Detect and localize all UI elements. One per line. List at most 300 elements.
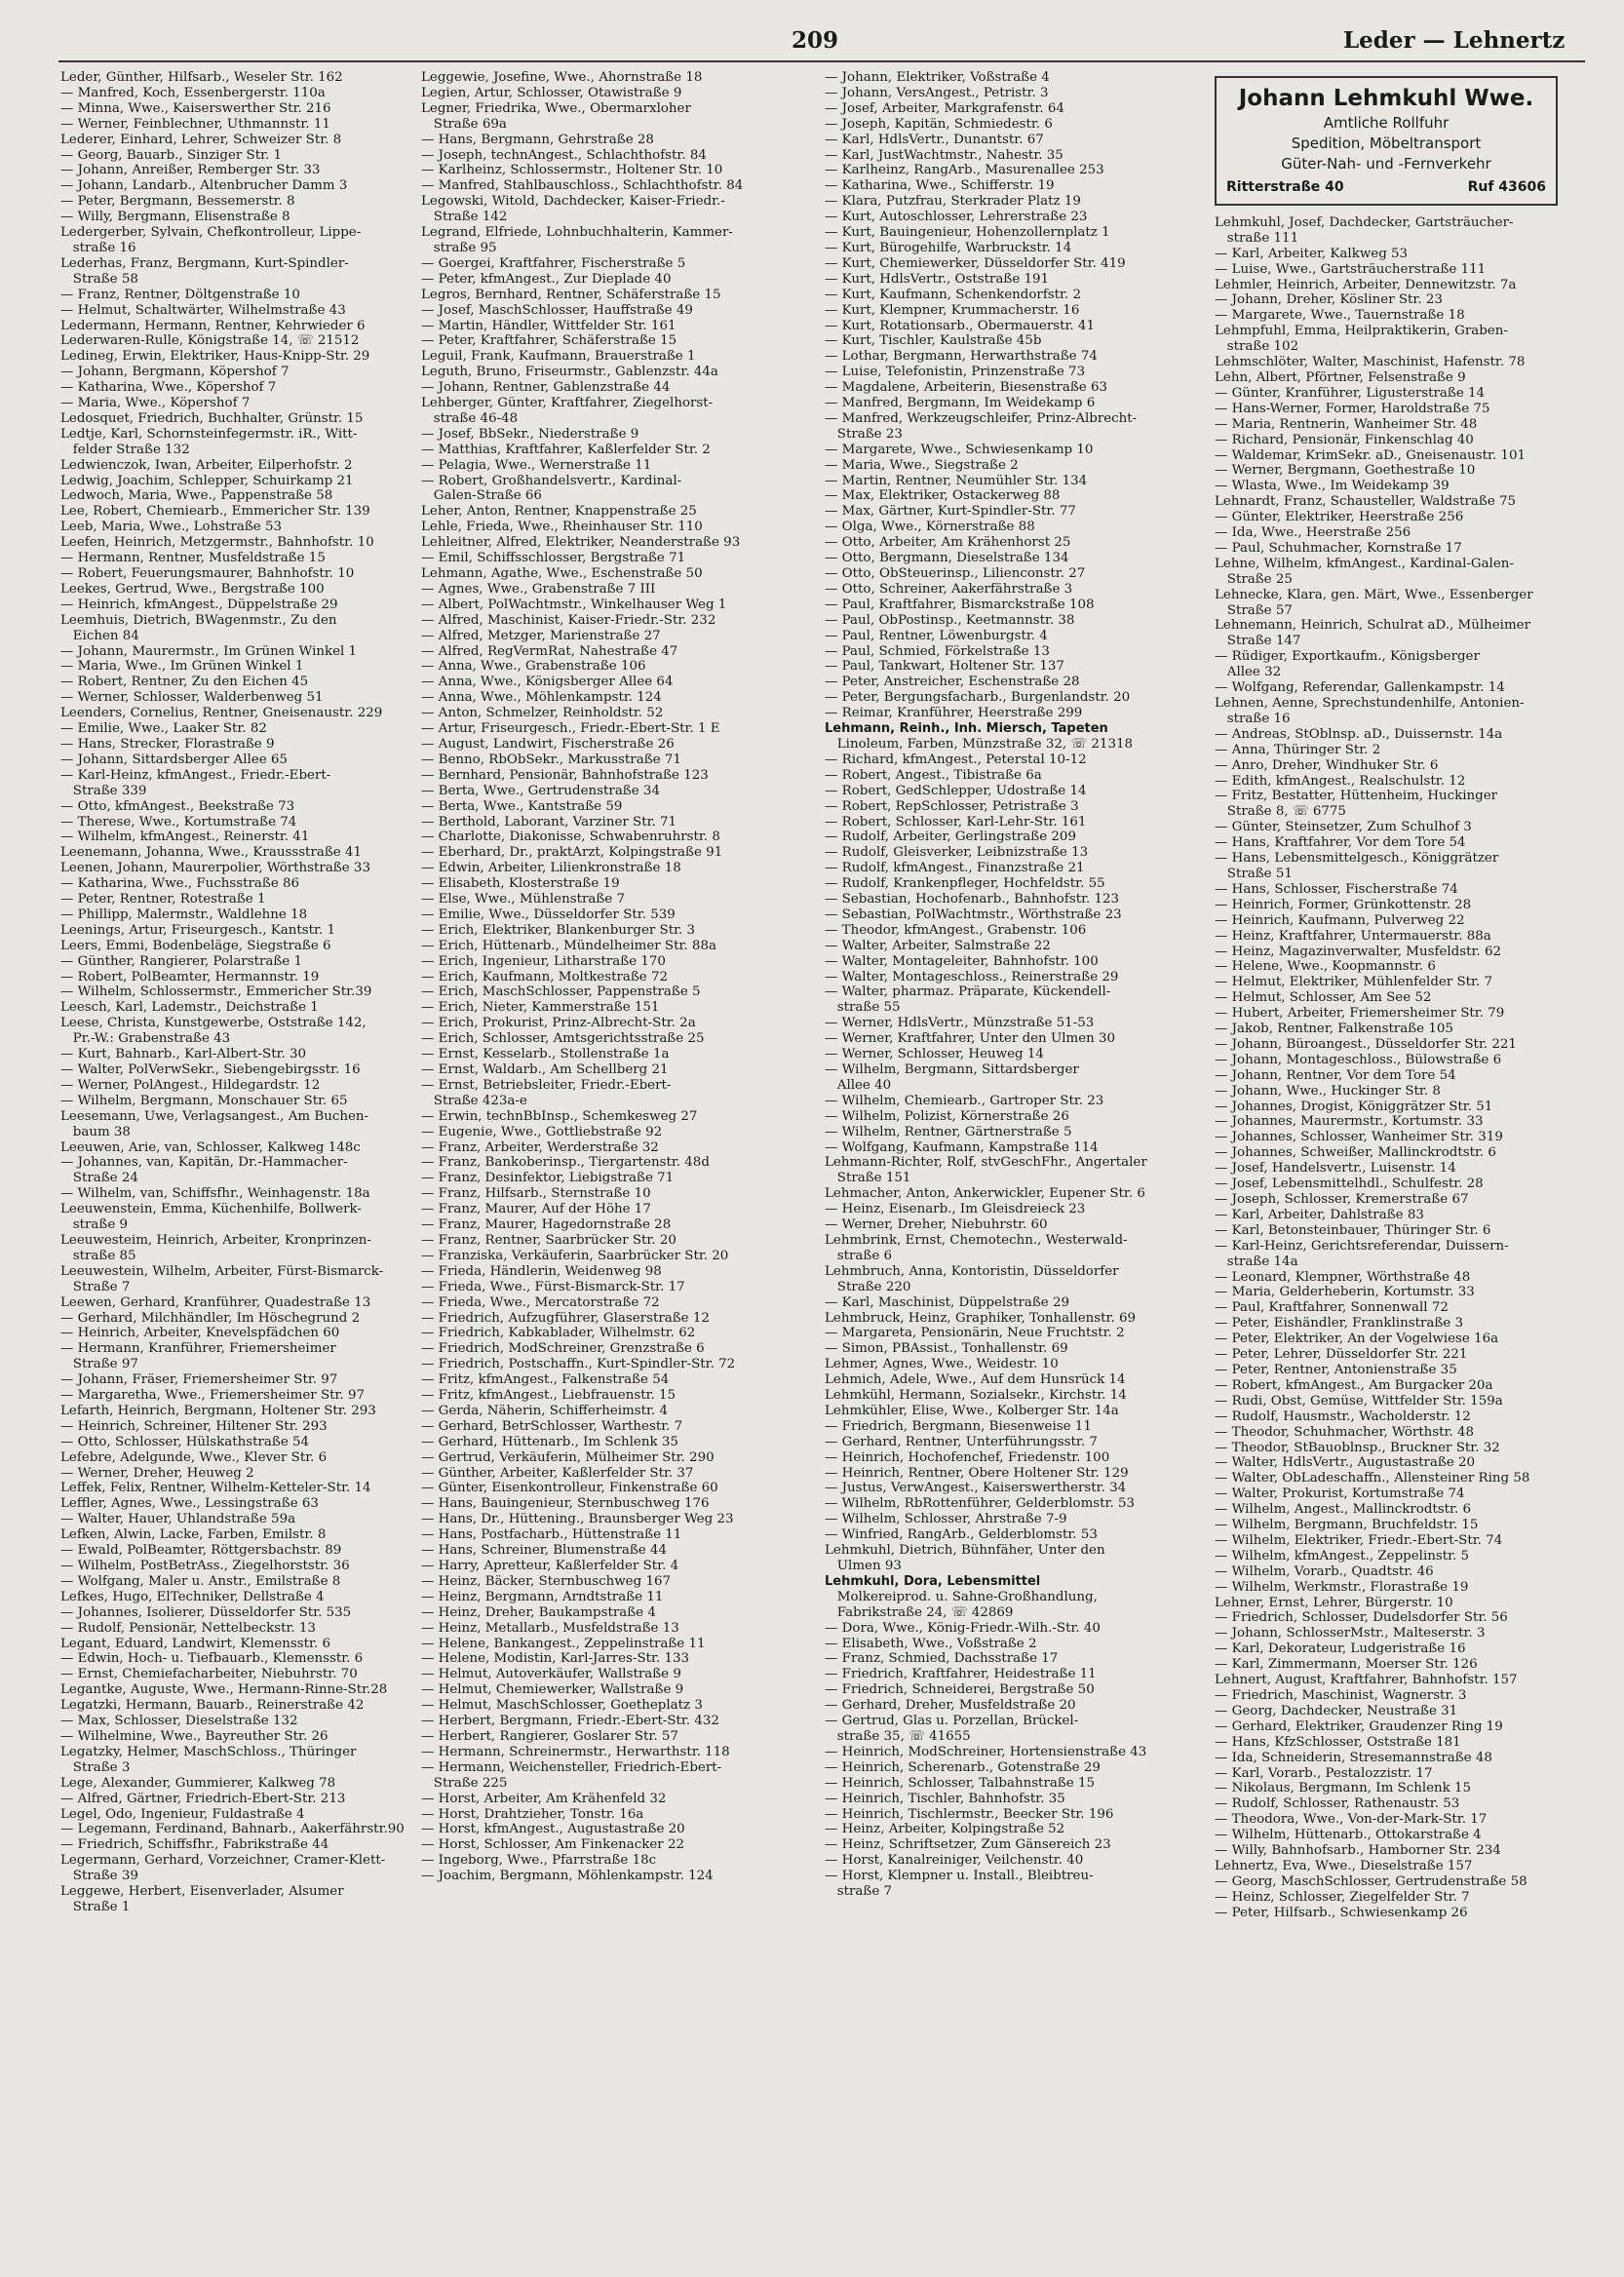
- directory-entry: Ledosquet, Friedrich, Buchhalter, Grünstr. 15: [60, 410, 364, 426]
- directory-entry: — Horst, Arbeiter, Am Krähenfeld 32: [421, 1791, 667, 1806]
- directory-entry: Lehberger, Günter, Kraftfahrer, Ziegelhorst-: [421, 396, 714, 411]
- directory-entry: Straße 7: [60, 1279, 131, 1294]
- directory-entry: — Robert, Angest., Tibistraße 6a: [825, 767, 1042, 783]
- directory-entry: Leefen, Heinrich, Metzgermstr., Bahnhofstr. 10: [60, 535, 374, 551]
- directory-entry: Leher, Anton, Rentner, Knappenstraße 25: [421, 504, 697, 520]
- directory-entry: — Robert, Feuerungsmaurer, Bahnhofstr. 10: [60, 566, 355, 581]
- directory-entry: — August, Landwirt, Fischerstraße 26: [421, 736, 675, 752]
- directory-entry: Straße 69a: [421, 116, 507, 132]
- directory-entry: Lefken, Alwin, Lacke, Farben, Emilstr. 8: [60, 1527, 327, 1543]
- directory-entry: — Horst, Schlosser, Am Finkenacker 22: [421, 1837, 685, 1853]
- directory-entry: — Werner, PolAngest., Hildegardstr. 12: [60, 1077, 321, 1093]
- directory-entry: — Sebastian, PolWachtmstr., Wörthstraße 23: [825, 907, 1122, 922]
- directory-entry: — Otto, Schreiner, Aakerfährstraße 3: [825, 581, 1073, 597]
- directory-entry: straße 46-48: [421, 410, 519, 426]
- directory-entry: Legant, Eduard, Landwirt, Klemensstr. 6: [60, 1636, 330, 1651]
- directory-entry: — Franz, Maurer, Auf der Höhe 17: [421, 1202, 651, 1217]
- directory-entry: — Johann, Bergmann, Köpershof 7: [60, 365, 290, 380]
- directory-entry: — Emilie, Wwe., Laaker Str. 82: [60, 721, 267, 737]
- directory-entry: — Franz, Rentner, Döltgenstraße 10: [60, 287, 300, 302]
- directory-entry: — Kurt, Autoschlosser, Lehrerstraße 23: [825, 210, 1088, 225]
- directory-entry: Legien, Artur, Schlosser, Otawistraße 9: [421, 85, 682, 100]
- directory-entry: — Maria, Rentnerin, Wanheimer Str. 48: [1215, 416, 1478, 432]
- directory-entry: Molkereiprod. u. Sahne-Großhandlung,: [825, 1589, 1098, 1604]
- directory-entry: — Wilhelm, RbRottenführer, Gelderblomstr. 53: [825, 1496, 1136, 1512]
- directory-entry: — Reimar, Kranführer, Heerstraße 299: [825, 706, 1083, 721]
- directory-entry: — Josef, Handelsvertr., Luisenstr. 14: [1215, 1161, 1456, 1177]
- directory-entry: — Heinrich, Hochofenchef, Friedenstr. 100: [825, 1449, 1110, 1465]
- directory-entry: Lehmann, Agathe, Wwe., Eschenstraße 50: [421, 566, 703, 581]
- directory-entry: — Sebastian, Hochofenarb., Bahnhofstr. 123: [825, 892, 1120, 907]
- directory-entry: — Walter, Prokurist, Kortumstraße 74: [1215, 1486, 1465, 1502]
- directory-entry: — Heinz, Schriftsetzer, Zum Gänsereich 23: [825, 1837, 1111, 1853]
- directory-entry: — Emil, Schiffsschlosser, Bergstraße 71: [421, 551, 686, 566]
- directory-entry: — Johann, Dreher, Kösliner Str. 23: [1215, 292, 1443, 308]
- directory-entry: Legner, Friedrika, Wwe., Obermarxloher: [421, 100, 691, 116]
- directory-entry: — Gertrud, Verkäuferin, Mülheimer Str. 290: [421, 1449, 715, 1465]
- directory-entry: — Fritz, kfmAngest., Falkenstraße 54: [421, 1372, 670, 1388]
- directory-entry: Leenemann, Johanna, Wwe., Kraussstraße 41: [60, 845, 362, 861]
- directory-entry: — Edwin, Arbeiter, Lilienkronstraße 18: [421, 861, 681, 876]
- directory-entry: — Walter, Hauer, Uhlandstraße 59a: [60, 1512, 296, 1527]
- directory-entry: — Joseph, Kapitän, Schmiedestr. 6: [825, 116, 1053, 132]
- directory-entry: — Margaretha, Wwe., Friemersheimer Str. 97: [60, 1388, 365, 1404]
- directory-entry: — Johann, Elektriker, Voßstraße 4: [825, 70, 1050, 85]
- directory-entry: straße 111: [1215, 230, 1299, 246]
- directory-entry: — Frieda, Wwe., Fürst-Bismarck-Str. 17: [421, 1279, 685, 1294]
- directory-entry: — Phillipp, Malermstr., Waldlehne 18: [60, 907, 308, 922]
- directory-entry: — Berta, Wwe., Gertrudenstraße 34: [421, 783, 660, 798]
- directory-entry: — Margareta, Pensionärin, Neue Fruchtstr. 2: [825, 1326, 1125, 1341]
- directory-entry: — Leonard, Klempner, Wörthstraße 48: [1215, 1269, 1471, 1285]
- directory-entry: — Alfred, RegVermRat, Nahestraße 47: [421, 643, 678, 659]
- directory-entry: — Jakob, Rentner, Falkenstraße 105: [1215, 1022, 1453, 1037]
- directory-entry: — Anna, Wwe., Möhlenkampstr. 124: [421, 690, 662, 706]
- directory-entry: Ledineg, Erwin, Elektriker, Haus-Knipp-Str. 29: [60, 349, 370, 365]
- directory-entry: — Theodor, StBauoblnsp., Bruckner Str. 32: [1215, 1440, 1500, 1455]
- directory-entry: — Franz, Bankoberinsp., Tiergartenstr. 48d: [421, 1155, 710, 1171]
- directory-entry: — Peter, Lehrer, Düsseldorfer Str. 221: [1215, 1347, 1468, 1363]
- directory-entry: — Johann, Fräser, Friemersheimer Str. 97: [60, 1372, 338, 1388]
- directory-entry: — Georg, MaschSchlosser, Gertrudenstraße 58: [1215, 1873, 1527, 1889]
- directory-entry: — Paul, Schmied, Förkelstraße 13: [825, 643, 1050, 659]
- directory-entry: Ledermann, Hermann, Rentner, Kehrwieder 6: [60, 318, 366, 333]
- directory-entry: — Friedrich, Schlosser, Dudelsdorfer Str. 56: [1215, 1610, 1508, 1626]
- directory-entry: Pr.-W.: Grabenstraße 43: [60, 1031, 231, 1047]
- directory-entry: — Wilhelm, Bergmann, Bruchfeldstr. 15: [1215, 1518, 1479, 1533]
- directory-entry: — Fritz, kfmAngest., Liebfrauenstr. 15: [421, 1388, 677, 1404]
- directory-entry: — Josef, MaschSchlosser, Hauffstraße 49: [421, 302, 693, 318]
- running-head: Leder — Lehnertz: [1343, 27, 1566, 54]
- directory-entry: — Olga, Wwe., Körnerstraße 88: [825, 520, 1035, 535]
- directory-entry: — Georg, Dachdecker, Neustraße 31: [1215, 1703, 1458, 1718]
- directory-entry: — Otto, Schlosser, Hülskathstraße 54: [60, 1434, 310, 1449]
- directory-entry: — Werner, Dreher, Heuweg 2: [60, 1465, 254, 1481]
- directory-entry: — Walter, PolVerwSekr., Siebengebirgsstr. 16: [60, 1062, 361, 1077]
- directory-entry: — Johannes, Schlosser, Wanheimer Str. 319: [1215, 1130, 1503, 1145]
- directory-entry: — Karl, JustWachtmstr., Nahestr. 35: [825, 147, 1063, 163]
- directory-entry: — Werner, Schlosser, Heuweg 14: [825, 1047, 1044, 1062]
- directory-entry: — Willy, Bahnhofsarb., Hamborner Str. 234: [1215, 1843, 1501, 1859]
- directory-entry: — Ernst, Kesselarb., Stollenstraße 1a: [421, 1047, 670, 1062]
- directory-entry: — Heinz, Bergmann, Arndtstraße 11: [421, 1589, 664, 1604]
- directory-entry: Lehmbruck, Heinz, Graphiker, Tonhallenstr. 69: [825, 1310, 1137, 1326]
- directory-entry: Straße 51: [1215, 866, 1293, 881]
- directory-entry: Leers, Emmi, Bodenbeläge, Siegstraße 6: [60, 938, 331, 953]
- directory-entry: — Franz, Arbeiter, Werderstraße 32: [421, 1139, 659, 1155]
- directory-entry: — Robert, kfmAngest., Am Burgacker 20a: [1215, 1377, 1493, 1393]
- directory-entry: — Martin, Händler, Wittfelder Str. 161: [421, 318, 677, 333]
- directory-entry: — Kurt, Tischler, Kaulstraße 45b: [825, 333, 1042, 349]
- directory-entry: — Heinz, Metallarb., Musfeldstraße 13: [421, 1620, 679, 1636]
- directory-entry: — Anna, Wwe., Grabenstraße 106: [421, 659, 646, 675]
- directory-entry: — Katharina, Wwe., Schifferstr. 19: [825, 178, 1055, 194]
- directory-entry: — Paul, Tankwart, Holtener Str. 137: [825, 659, 1064, 675]
- directory-entry: — Karlheinz, RangArb., Masurenallee 253: [825, 163, 1104, 178]
- directory-entry: — Kurt, HdlsVertr., Oststraße 191: [825, 271, 1050, 287]
- directory-entry: — Simon, PBAssist., Tonhallenstr. 69: [825, 1341, 1068, 1357]
- directory-entry: — Wilhelm, Hüttenarb., Ottokarstraße 4: [1215, 1828, 1482, 1843]
- directory-entry: — Walter, pharmaz. Präparate, Kückendell-: [825, 984, 1111, 1000]
- directory-entry: Eichen 84: [60, 628, 139, 643]
- directory-entry: — Gerhard, Rentner, Unterführungsstr. 7: [825, 1434, 1098, 1449]
- directory-entry: — Erich, Ingenieur, Litharstraße 170: [421, 953, 666, 969]
- directory-entry: — Heinz, Dreher, Baukampstraße 4: [421, 1604, 656, 1620]
- directory-entry: Leeuwesteim, Heinrich, Arbeiter, Kronprinzen-: [60, 1232, 371, 1248]
- directory-entry: — Kurt, Bahnarb., Karl-Albert-Str. 30: [60, 1047, 307, 1062]
- directory-entry: — Karl, HdlsVertr., Dunantstr. 67: [825, 132, 1044, 147]
- directory-entry: — Joachim, Bergmann, Möhlenkampstr. 124: [421, 1869, 714, 1884]
- column-4: [1215, 70, 1566, 1921]
- directory-entry: Lege, Alexander, Gummierer, Kalkweg 78: [60, 1775, 336, 1791]
- directory-entry: — Heinrich, ModSchreiner, Hortensienstraße 43: [825, 1744, 1147, 1759]
- directory-entry: — Heinrich, Tischler, Bahnhofstr. 35: [825, 1791, 1065, 1806]
- directory-entry: — Walter, Montageleiter, Bahnhofstr. 100: [825, 953, 1099, 969]
- directory-entry: — Ernst, Chemiefacharbeiter, Niebuhrstr. 70: [60, 1667, 358, 1682]
- directory-entry: — Minna, Wwe., Kaiserswerther Str. 216: [60, 100, 331, 116]
- directory-entry: — Hans, KfzSchlosser, Oststraße 181: [1215, 1734, 1461, 1750]
- advertisement-box: [1215, 76, 1558, 206]
- directory-entry: — Karl, Arbeiter, Kalkweg 53: [1215, 246, 1409, 261]
- directory-entry: — Wilhelm, Chemiearb., Gartroper Str. 23: [825, 1093, 1104, 1108]
- directory-entry: — Otto, kfmAngest., Beekstraße 73: [60, 798, 295, 814]
- directory-entry: — Hans, Strecker, Florastraße 9: [60, 736, 275, 752]
- directory-entry: — Günter, Kranführer, Ligusterstraße 14: [1215, 385, 1486, 401]
- directory-entry: — Josef, Arbeiter, Markgrafenstr. 64: [825, 100, 1064, 116]
- directory-entry: Galen-Straße 66: [421, 488, 542, 504]
- directory-entry: Lehmich, Adele, Wwe., Auf dem Hunsrück 14: [825, 1372, 1126, 1388]
- directory-entry: — Johannes, Maurermstr., Kortumstr. 33: [1215, 1114, 1484, 1130]
- directory-entry: — Anro, Dreher, Windhuker Str. 6: [1215, 757, 1439, 773]
- directory-entry: Legermann, Gerhard, Vorzeichner, Cramer-Klett-: [60, 1853, 386, 1869]
- directory-entry: — Manfred, Koch, Essenbergerstr. 110a: [60, 85, 326, 100]
- directory-entry: — Maria, Gelderheberin, Kortumstr. 33: [1215, 1285, 1475, 1300]
- directory-entry: — Robert, GedSchlepper, Udostraße 14: [825, 783, 1087, 798]
- directory-entry: — Erich, Nieter, Kammerstraße 151: [421, 1000, 660, 1016]
- directory-entry: — Werner, Dreher, Niebuhrstr. 60: [825, 1217, 1048, 1233]
- directory-entry: — Wilhelm, kfmAngest., Reinerstr. 41: [60, 830, 310, 845]
- directory-entry: Legros, Bernhard, Rentner, Schäferstraße 15: [421, 287, 721, 302]
- directory-entry: — Wilhelm, Werkmstr., Florastraße 19: [1215, 1579, 1469, 1595]
- directory-entry: — Ernst, Waldarb., Am Schellberg 21: [421, 1062, 669, 1077]
- directory-entry: Straße 423a-e: [421, 1093, 527, 1108]
- directory-entry: — Wolfgang, Referendar, Gallenkampstr. 14: [1215, 680, 1505, 696]
- directory-entry: — Johannes, van, Kapitän, Dr.-Hammacher-: [60, 1155, 348, 1171]
- directory-entry: — Robert, PolBeamter, Hermannstr. 19: [60, 969, 320, 984]
- directory-entry: — Luise, Wwe., Gartsträucherstraße 111: [1215, 261, 1487, 277]
- directory-entry: Leese, Christa, Kunstgewerbe, Oststraße 142,: [60, 1016, 367, 1031]
- directory-entry: — Johann, Rentner, Gablenzstraße 44: [421, 380, 671, 396]
- directory-entry: — Anna, Wwe., Königsberger Allee 64: [421, 675, 674, 690]
- directory-entry: — Hans, Kraftfahrer, Vor dem Tore 54: [1215, 835, 1466, 851]
- column-3: [825, 70, 1176, 1900]
- directory-entry: — Joseph, technAngest., Schlachthofstr. 84: [421, 147, 707, 163]
- directory-entry: — Hubert, Arbeiter, Friemersheimer Str. 79: [1215, 1006, 1505, 1022]
- directory-entry: — Wolfgang, Maler u. Anstr., Emilstraße 8: [60, 1573, 341, 1589]
- directory-entry: — Josef, Lebensmittelhdl., Schulfestr. 28: [1215, 1177, 1484, 1192]
- directory-entry: — Kurt, Chemiewerker, Düsseldorfer Str. 419: [825, 255, 1126, 271]
- directory-entry: — Heinrich, Arbeiter, Knevelspfädchen 60: [60, 1326, 340, 1341]
- directory-entry: Lehnen, Aenne, Sprechstundenhilfe, Antonien-: [1215, 696, 1525, 711]
- directory-entry: — Wilhelm, Vorarb., Quadtstr. 46: [1215, 1563, 1434, 1579]
- directory-entry: — Nikolaus, Bergmann, Im Schlenk 15: [1215, 1781, 1472, 1796]
- directory-entry: — Friedrich, Schneiderei, Bergstraße 50: [825, 1682, 1095, 1698]
- directory-entry: Lee, Robert, Chemiearb., Emmericher Str. 139: [60, 504, 370, 520]
- directory-entry: — Peter, Kraftfahrer, Schäferstraße 15: [421, 333, 677, 349]
- directory-entry: — Otto, Bergmann, Dieselstraße 134: [825, 551, 1069, 566]
- directory-entry: straße 55: [825, 1000, 901, 1016]
- directory-entry: — Gerhard, BetrSchlosser, Warthestr. 7: [421, 1418, 683, 1434]
- directory-entry: straße 85: [60, 1248, 136, 1263]
- directory-entry: — Heinrich, Rentner, Obere Holtener Str. 129: [825, 1465, 1129, 1481]
- directory-entry: — Wilhelm, Polizist, Körnerstraße 26: [825, 1108, 1069, 1124]
- directory-entry: Lefkes, Hugo, ElTechniker, Dellstraße 4: [60, 1589, 325, 1604]
- directory-entry: Lehmer, Agnes, Wwe., Weidestr. 10: [825, 1357, 1059, 1372]
- directory-entry: — Hermann, Schreinermstr., Herwarthstr. 118: [421, 1744, 730, 1759]
- directory-entry: straße 9: [60, 1217, 129, 1233]
- directory-entry: — Wilhelmine, Wwe., Bayreuther Str. 26: [60, 1728, 329, 1744]
- directory-entry: — Johann, Sittardsberger Allee 65: [60, 752, 288, 767]
- directory-entry: — Rudolf, Arbeiter, Gerlingstraße 209: [825, 830, 1076, 845]
- directory-entry: Leeuwen, Arie, van, Schlosser, Kalkweg 148c: [60, 1139, 361, 1155]
- directory-entry: — Hans, Schreiner, Blumenstraße 44: [421, 1543, 668, 1559]
- directory-entry: — Martin, Rentner, Neumühler Str. 134: [825, 473, 1088, 488]
- directory-entry: Lehne, Wilhelm, kfmAngest., Kardinal-Galen-: [1215, 556, 1514, 571]
- directory-entry: — Josef, BbSekr., Niederstraße 9: [421, 426, 639, 442]
- directory-entry: — Hans, Schlosser, Fischerstraße 74: [1215, 881, 1458, 897]
- directory-entry: — Peter, Rentner, Antonienstraße 35: [1215, 1362, 1457, 1377]
- directory-entry: Leggewe, Herbert, Eisenverlader, Alsumer: [60, 1884, 344, 1900]
- directory-entry: — Robert, Schlosser, Karl-Lehr-Str. 161: [825, 814, 1087, 830]
- directory-entry: — Karl-Heinz, kfmAngest., Friedr.-Ebert-: [60, 767, 331, 783]
- directory-entry: — Gerhard, Elektriker, Graudenzer Ring 19: [1215, 1718, 1503, 1734]
- directory-entry: — Heinz, Eisenarb., Im Gleisdreieck 23: [825, 1202, 1086, 1217]
- directory-entry: — Gerda, Näherin, Schifferheimstr. 4: [421, 1403, 668, 1418]
- directory-entry: Lefebre, Adelgunde, Wwe., Klever Str. 6: [60, 1449, 328, 1465]
- directory-entry: Lefarth, Heinrich, Bergmann, Holtener Str. 293: [60, 1403, 376, 1418]
- directory-entry: — Theodora, Wwe., Von-der-Mark-Str. 17: [1215, 1812, 1488, 1828]
- directory-entry: Leemhuis, Dietrich, BWagenmstr., Zu den: [60, 612, 337, 628]
- directory-entry: Lehmann, Reinh., Inh. Miersch, Tapeten: [825, 721, 1108, 737]
- directory-entry: — Berta, Wwe., Kantstraße 59: [421, 798, 623, 814]
- directory-entry: — Friedrich, ModSchreiner, Grenzstraße 6: [421, 1341, 705, 1357]
- directory-entry: Leenings, Artur, Friseurgesch., Kantstr. 1: [60, 922, 336, 938]
- directory-entry: Straße 57: [1215, 602, 1293, 618]
- directory-entry: — Legemann, Ferdinand, Bahnarb., Aakerfährstr.90: [60, 1822, 405, 1837]
- directory-entry: Leggewie, Josefine, Wwe., Ahornstraße 18: [421, 70, 703, 85]
- directory-entry: — Werner, Kraftfahrer, Unter den Ulmen 30: [825, 1031, 1116, 1047]
- column-1: [60, 70, 411, 1915]
- directory-entry: — Heinz, Kraftfahrer, Untermauerstr. 88a: [1215, 928, 1491, 944]
- directory-entry: — Klara, Putzfrau, Sterkrader Platz 19: [825, 194, 1081, 210]
- directory-entry: — Karl-Heinz, Gerichtsreferendar, Duissern-: [1215, 1238, 1509, 1254]
- directory-entry: Leekes, Gertrud, Wwe., Bergstraße 100: [60, 581, 325, 597]
- directory-entry: — Berthold, Laborant, Varziner Str. 71: [421, 814, 677, 830]
- directory-entry: — Ewald, PolBeamter, Röttgersbachstr. 89: [60, 1543, 342, 1559]
- directory-entry: Straße 151: [825, 1171, 911, 1186]
- directory-entry: Lehmkuhl, Dora, Lebensmittel: [825, 1573, 1041, 1589]
- directory-entry: Lehmkuhl, Josef, Dachdecker, Gartsträucher-: [1215, 214, 1514, 230]
- directory-entry: — Peter, Rentner, Rotestraße 1: [60, 892, 266, 907]
- directory-entry: — Winfried, RangArb., Gelderblomstr. 53: [825, 1527, 1098, 1543]
- directory-entry: — Wilhelm, Schlossermstr., Emmericher Str.39: [60, 984, 372, 1000]
- directory-entry: — Helene, Modistin, Karl-Jarres-Str. 133: [421, 1651, 690, 1667]
- directory-entry: — Peter, Elektriker, An der Vogelwiese 16a: [1215, 1331, 1499, 1347]
- directory-entry: Legel, Odo, Ingenieur, Fuldastraße 4: [60, 1806, 305, 1822]
- directory-entry: — Johannes, Drogist, Königgrätzer Str. 51: [1215, 1099, 1493, 1114]
- directory-entry: — Horst, Drahtzieher, Tonstr. 16a: [421, 1806, 644, 1822]
- directory-entry: — Walter, Arbeiter, Salmstraße 22: [825, 938, 1051, 953]
- directory-entry: — Franz, Desinfektor, Liebigstraße 71: [421, 1171, 675, 1186]
- directory-entry: — Gerhard, Milchhändler, Im Höschegrund 2: [60, 1310, 361, 1326]
- directory-entry: — Erich, Kaufmann, Moltkestraße 72: [421, 969, 669, 984]
- directory-entry: — Heinrich, Former, Grünkottenstr. 28: [1215, 897, 1472, 912]
- directory-entry: — Johann, Maurermstr., Im Grünen Winkel 1: [60, 643, 358, 659]
- directory-entry: — Peter, Bergmann, Bessemerstr. 8: [60, 194, 295, 210]
- directory-entry: — Rudi, Obst, Gemüse, Wittfelder Str. 159a: [1215, 1393, 1503, 1409]
- directory-entry: — Otto, ObSteuerinsp., Lilienconstr. 27: [825, 566, 1086, 581]
- directory-entry: — Günther, Rangierer, Polarstraße 1: [60, 953, 302, 969]
- directory-entry: — Erich, Elektriker, Blankenburger Str. 3: [421, 922, 696, 938]
- directory-entry: — Rudolf, Hausmstr., Wacholderstr. 12: [1215, 1409, 1471, 1424]
- directory-entry: — Werner, Schlosser, Walderbenweg 51: [60, 690, 324, 706]
- directory-entry: — Karlheinz, Schlossermstr., Holtener Str. 10: [421, 163, 723, 178]
- directory-entry: Ledwienczok, Iwan, Arbeiter, Eilperhofstr. 2: [60, 457, 353, 473]
- directory-entry: — Helene, Bankangest., Zeppelinstraße 11: [421, 1636, 706, 1651]
- directory-entry: — Wlasta, Wwe., Im Weidekamp 39: [1215, 479, 1450, 494]
- directory-entry: — Karl, Arbeiter, Dahlstraße 83: [1215, 1207, 1424, 1222]
- directory-entry: Allee 32: [1215, 665, 1282, 680]
- ad-phone: Ruf 43606: [1467, 179, 1546, 195]
- directory-entry: — Emilie, Wwe., Düsseldorfer Str. 539: [421, 907, 676, 922]
- directory-entry: — Paul, Schuhmacher, Kornstraße 17: [1215, 540, 1462, 556]
- directory-entry: — Otto, Arbeiter, Am Krähenhorst 25: [825, 535, 1071, 551]
- directory-entry: — Karl, Dekorateur, Ludgeristraße 16: [1215, 1641, 1466, 1657]
- directory-entry: straße 7: [825, 1884, 893, 1900]
- directory-entry: Straße 1: [60, 1899, 131, 1914]
- directory-entry: — Johann, Anreißer, Remberger Str. 33: [60, 163, 321, 178]
- directory-entry: — Manfred, Bergmann, Im Weidekamp 6: [825, 396, 1096, 411]
- directory-entry: — Johann, Rentner, Vor dem Tore 54: [1215, 1067, 1456, 1083]
- directory-entry: Ledwoch, Maria, Wwe., Pappenstraße 58: [60, 488, 333, 504]
- directory-entry: Straße 23: [825, 426, 903, 442]
- directory-entry: — Werner, Bergmann, Goethestraße 10: [1215, 463, 1476, 479]
- directory-entry: Leeuwestein, Wilhelm, Arbeiter, Fürst-Bismarck-: [60, 1263, 384, 1279]
- directory-entry: — Friedrich, Postschaffn., Kurt-Spindler-Str. 72: [421, 1357, 736, 1372]
- directory-entry: Lehmler, Heinrich, Arbeiter, Dennewitzstr. 7a: [1215, 277, 1517, 292]
- directory-entry: — Richard, Pensionär, Finkenschlag 40: [1215, 432, 1474, 447]
- directory-entry: — Erich, Prokurist, Prinz-Albrecht-Str. 2a: [421, 1016, 696, 1031]
- directory-entry: — Luise, Telefonistin, Prinzenstraße 73: [825, 365, 1086, 380]
- directory-entry: — Johann, VersAngest., Petristr. 3: [825, 85, 1049, 100]
- ad-line: Güter-Nah- und -Fernverkehr: [1281, 155, 1491, 173]
- directory-entry: — Werner, Feinblechner, Uthmannstr. 11: [60, 116, 330, 132]
- directory-entry: — Karl, Vorarb., Pestalozzistr. 17: [1215, 1765, 1433, 1781]
- directory-entry: Lederwaren-Rulle, Königstraße 14, ☏ 21512: [60, 333, 360, 349]
- directory-entry: — Johann, SchlosserMstr., Malteserstr. 3: [1215, 1626, 1486, 1641]
- directory-entry: — Maria, Wwe., Im Grünen Winkel 1: [60, 659, 304, 675]
- directory-entry: — Alfred, Maschinist, Kaiser-Friedr.-Str. 232: [421, 612, 716, 628]
- directory-entry: — Friedrich, Aufzugführer, Glaserstraße 12: [421, 1310, 710, 1326]
- directory-entry: — Richard, kfmAngest., Peterstal 10-12: [825, 752, 1087, 767]
- directory-entry: Legatzki, Hermann, Bauarb., Reinerstraße 42: [60, 1698, 365, 1714]
- directory-entry: Straße 8, ☏ 6775: [1215, 804, 1346, 820]
- directory-entry: — Walter, Montageschloss., Reinerstraße 29: [825, 969, 1119, 984]
- directory-entry: — Hans, Bergmann, Gehrstraße 28: [421, 132, 654, 147]
- directory-entry: — Frieda, Wwe., Mercatorstraße 72: [421, 1294, 660, 1310]
- directory-entry: — Paul, Rentner, Löwenburgstr. 4: [825, 628, 1048, 643]
- directory-entry: — Horst, Klempner u. Install., Bleibtreu-: [825, 1869, 1094, 1884]
- directory-entry: — Margarete, Wwe., Tauernstraße 18: [1215, 308, 1465, 324]
- directory-entry: — Bernhard, Pensionär, Bahnhofstraße 123: [421, 767, 709, 783]
- directory-entry: — Pelagia, Wwe., Wernerstraße 11: [421, 457, 652, 473]
- directory-entry: Lehmacher, Anton, Ankerwickler, Eupener Str. 6: [825, 1186, 1145, 1202]
- directory-entry: — Charlotte, Diakonisse, Schwabenruhrstr. 8: [421, 830, 720, 845]
- directory-entry: Leewen, Gerhard, Kranführer, Quadestraße 13: [60, 1294, 371, 1310]
- directory-entry: — Franziska, Verkäuferin, Saarbrücker Str. 20: [421, 1248, 729, 1263]
- directory-entry: Leffler, Agnes, Wwe., Lessingstraße 63: [60, 1496, 319, 1512]
- directory-entry: Lehmkuhl, Dietrich, Bühnfäher, Unter den: [825, 1543, 1105, 1559]
- directory-entry: — Alfred, Metzger, Marienstraße 27: [421, 628, 661, 643]
- directory-entry: — Günter, Eisenkontrolleur, Finkenstraße 60: [421, 1481, 718, 1496]
- directory-entry: Lehnemann, Heinrich, Schulrat aD., Mülheimer: [1215, 618, 1530, 634]
- directory-entry: Lehle, Frieda, Wwe., Rheinhauser Str. 110: [421, 520, 703, 535]
- directory-entry: Legrand, Elfriede, Lohnbuchhalterin, Kammer-: [421, 225, 733, 241]
- directory-entry: — Dora, Wwe., König-Friedr.-Wilh.-Str. 40: [825, 1620, 1101, 1636]
- directory-entry: — Justus, VerwAngest., Kaiserswertherstr. 34: [825, 1481, 1127, 1496]
- directory-entry: straße 95: [421, 240, 497, 255]
- directory-entry: — Heinz, Magazinverwalter, Musfeldstr. 62: [1215, 944, 1501, 959]
- directory-entry: felder Straße 132: [60, 442, 190, 457]
- directory-entry: — Edwin, Hoch- u. Tiefbauarb., Klemensstr. 6: [60, 1651, 364, 1667]
- directory-entry: straße 35, ☏ 41655: [825, 1728, 971, 1744]
- directory-entry: Lederer, Einhard, Lehrer, Schweizer Str. 8: [60, 132, 342, 147]
- directory-entry: — Karl, Betonsteinbauer, Thüringer Str. 6: [1215, 1222, 1491, 1238]
- directory-entry: — Benno, RbObSekr., Markusstraße 71: [421, 752, 681, 767]
- directory-entry: — Friedrich, Maschinist, Wagnerstr. 3: [1215, 1688, 1467, 1703]
- directory-entry: — Johannes, Isolierer, Düsseldorfer Str. 535: [60, 1604, 352, 1620]
- directory-entry: — Katharina, Wwe., Köpershof 7: [60, 380, 277, 396]
- directory-entry: — Elisabeth, Wwe., Voßstraße 2: [825, 1636, 1037, 1651]
- directory-entry: — Franz, Maurer, Hagedornstraße 28: [421, 1217, 672, 1233]
- directory-entry: — Günther, Arbeiter, Kaßlerfelder Str. 37: [421, 1465, 694, 1481]
- directory-entry: — Wolfgang, Kaufmann, Kampstraße 114: [825, 1139, 1099, 1155]
- directory-entry: straße 14a: [1215, 1254, 1298, 1269]
- directory-entry: — Harry, Apretteur, Kaßlerfelder Str. 4: [421, 1559, 679, 1573]
- directory-entry: Leeuwenstein, Emma, Küchenhilfe, Bollwerk-: [60, 1202, 362, 1217]
- directory-entry: — Goergei, Kraftfahrer, Fischerstraße 5: [421, 255, 686, 271]
- column-2: [421, 70, 772, 1884]
